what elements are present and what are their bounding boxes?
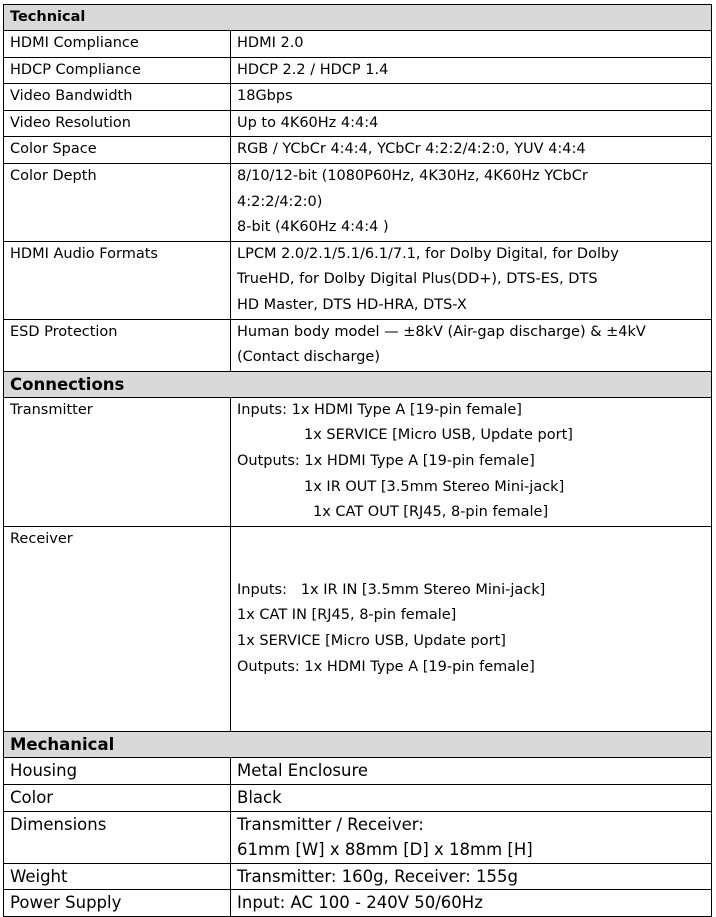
spec-label: Color Space: [4, 137, 231, 164]
spec-value: [231, 785, 712, 812]
spec-label: Video Resolution: [4, 110, 231, 137]
section-header-mechanical: [4, 732, 712, 758]
spec-value-line: Outputs: 1x HDMI Type A [19-pin female]: [237, 452, 535, 469]
spec-value-line: Inputs: 1x HDMI Type A [19-pin female]: [237, 401, 522, 418]
spec-row-hdmi-audio-formats: [4, 241, 712, 319]
spec-value-line: HD Master, DTS HD-HRA, DTS-X: [237, 296, 467, 313]
spec-row-esd-protection: [4, 319, 712, 371]
spec-value: [231, 110, 712, 137]
spec-row-housing: [4, 758, 712, 785]
spec-label: ESD Protection: [4, 319, 231, 371]
spec-value: [231, 811, 712, 863]
spec-value-line: Input: AC 100 - 240V 50/60Hz: [237, 893, 483, 913]
spec-value: [231, 163, 712, 241]
spec-row-video-resolution: [4, 110, 712, 137]
spec-label: HDCP Compliance: [4, 57, 231, 84]
spec-value-line: HDMI 2.0: [237, 35, 304, 51]
spec-value-line: 8/10/12-bit (1080P60Hz, 4K30Hz, 4K60Hz YCbCr: [237, 167, 588, 184]
spec-label: Color Depth: [4, 163, 231, 241]
spec-value-line: RGB / YCbCr 4:4:4, YCbCr 4:2:2/4:2:0, YUV 4:4:4: [237, 141, 586, 158]
spec-label: HDMI Compliance: [4, 31, 231, 58]
spec-row-color: [4, 785, 712, 812]
spec-label: Color: [4, 785, 231, 812]
spec-value-line: 1x CAT OUT [RJ45, 8-pin female]: [313, 504, 549, 521]
spec-value-line: TrueHD, for Dolby Digital Plus(DD+), DTS-ES, DTS: [237, 271, 598, 288]
spec-value-line: 1x SERVICE [Micro USB, Update port]: [304, 427, 573, 444]
spec-label: Weight: [4, 863, 231, 890]
spec-value: [231, 890, 712, 917]
spec-value-line: Outputs: 1x HDMI Type A [19-pin female]: [237, 658, 535, 675]
section-header-technical: [4, 5, 712, 31]
spec-value: [231, 57, 712, 84]
spec-value: [231, 526, 712, 732]
spec-value-line: Transmitter / Receiver:: [237, 814, 424, 834]
spec-row-receiver: [4, 526, 712, 732]
section-title: Connections: [4, 371, 712, 397]
spec-row-color-space: [4, 137, 712, 164]
spec-label: HDMI Audio Formats: [4, 241, 231, 319]
spec-value: [231, 758, 712, 785]
spec-row-dimensions: [4, 811, 712, 863]
spec-label: Receiver: [4, 526, 231, 732]
spec-value: [231, 84, 712, 111]
spec-label: Transmitter: [4, 397, 231, 526]
spec-value-line: 1x IR OUT [3.5mm Stereo Mini-jack]: [304, 478, 565, 495]
spec-value-line: Metal Enclosure: [237, 761, 369, 781]
spec-row-hdmi-compliance: [4, 31, 712, 58]
spec-row-transmitter: [4, 397, 712, 526]
spec-row-hdcp-compliance: [4, 57, 712, 84]
spec-row-weight: [4, 863, 712, 890]
spec-label: Housing: [4, 758, 231, 785]
spec-label: Dimensions: [4, 811, 231, 863]
spec-value-line: Black: [237, 788, 282, 808]
spec-value: [231, 319, 712, 371]
spec-table: [3, 4, 712, 917]
spec-value: [231, 137, 712, 164]
spec-value-line: Transmitter: 160g, Receiver: 155g: [237, 866, 518, 886]
spec-value: [231, 31, 712, 58]
spec-value: [231, 241, 712, 319]
spec-value-line: Human body model — ±8kV (Air-gap discharge) & ±4kV: [237, 323, 646, 340]
spec-row-video-bandwidth: [4, 84, 712, 111]
spec-value-line: 1x SERVICE [Micro USB, Update port]: [237, 633, 506, 650]
spec-value: [231, 863, 712, 890]
spec-value-line: 8-bit (4K60Hz 4:4:4 ): [237, 219, 389, 236]
spec-value-line: (Contact discharge): [237, 349, 381, 366]
spec-value-line: 18Gbps: [237, 88, 293, 105]
spec-value-line: Inputs: 1x IR IN [3.5mm Stereo Mini-jack]: [237, 581, 546, 598]
spec-row-color-depth: [4, 163, 712, 241]
spec-value-line: LPCM 2.0/2.1/5.1/6.1/7.1, for Dolby Digital, for Dolby: [237, 245, 619, 262]
spec-value-line: 4:2:2/4:2:0): [237, 193, 323, 210]
spec-value: [231, 397, 712, 526]
spec-value-line: 61mm [W] x 88mm [D] x 18mm [H]: [237, 840, 533, 860]
section-title: Technical: [4, 5, 712, 31]
section-title: Mechanical: [4, 732, 712, 758]
spec-value-line: HDCP 2.2 / HDCP 1.4: [237, 61, 389, 78]
spec-label: Video Bandwidth: [4, 84, 231, 111]
spec-value-line: 1x CAT IN [RJ45, 8-pin female]: [237, 607, 457, 624]
spec-row-power-supply: [4, 890, 712, 917]
spec-value-line: Up to 4K60Hz 4:4:4: [237, 114, 379, 131]
spec-label: Power Supply: [4, 890, 231, 917]
section-header-connections: [4, 371, 712, 397]
